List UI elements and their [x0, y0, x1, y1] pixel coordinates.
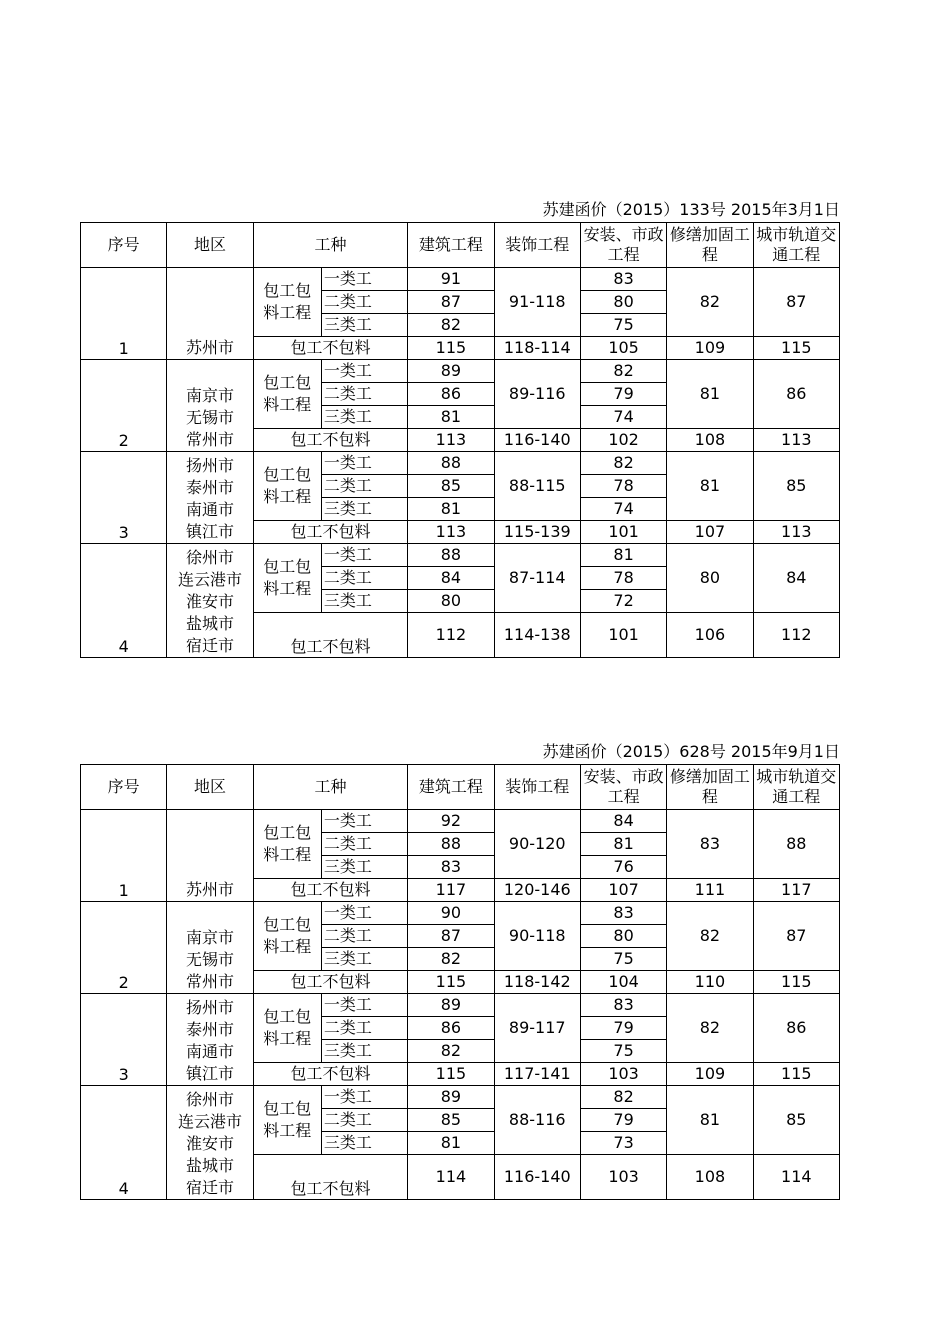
- install-value: 80: [580, 291, 666, 314]
- install-value: 82: [580, 452, 666, 475]
- city-name: 淮安市: [185, 592, 234, 611]
- table-row: [81, 810, 840, 833]
- labor-only-repair: 107: [667, 521, 753, 544]
- building-value: 89: [408, 994, 494, 1017]
- col-header-work-type: 工种: [253, 223, 408, 268]
- package-label-line: 包工包: [263, 823, 312, 842]
- labor-only-decoration: 114-138: [494, 613, 580, 658]
- labor-only-rail: 115: [753, 337, 839, 360]
- col-header-building: 建筑工程: [408, 223, 494, 268]
- col-header-decoration: 装饰工程: [494, 223, 580, 268]
- col-header-region: 地区: [167, 765, 253, 810]
- document-reference: 苏建函价（2015）133号 2015年3月1日: [542, 200, 840, 219]
- labor-only-install: 107: [580, 879, 666, 902]
- install-value: 78: [580, 567, 666, 590]
- rail-value: 86: [753, 360, 839, 429]
- rail-value: 87: [753, 902, 839, 971]
- building-value: 92: [408, 810, 494, 833]
- city-name: 南京市: [185, 386, 234, 405]
- labor-only-rail: 113: [753, 429, 839, 452]
- building-value: 87: [408, 925, 494, 948]
- labor-only-install: 102: [580, 429, 666, 452]
- city-name: 南通市: [185, 500, 234, 519]
- region-cities: [167, 994, 253, 1086]
- labor-only-rail: 112: [753, 613, 839, 658]
- city-name: 徐州市: [185, 1090, 234, 1109]
- labor-only-install: 105: [580, 337, 666, 360]
- rail-value: 85: [753, 452, 839, 521]
- building-value: 87: [408, 291, 494, 314]
- labor-only-label: 包工不包料: [253, 521, 408, 544]
- city-name: 泰州市: [185, 1020, 234, 1039]
- install-value: 76: [580, 856, 666, 879]
- package-label: [253, 994, 321, 1063]
- labor-type: 二类工: [321, 1109, 407, 1132]
- labor-only-decoration: 115-139: [494, 521, 580, 544]
- install-value: 79: [580, 1109, 666, 1132]
- col-header-building: 建筑工程: [408, 765, 494, 810]
- package-label-line: 料工程: [263, 1121, 312, 1140]
- building-value: 91: [408, 268, 494, 291]
- labor-only-building: 117: [408, 879, 494, 902]
- col-header-region: 地区: [167, 223, 253, 268]
- city-name: 宿迁市: [185, 636, 234, 655]
- install-value: 82: [580, 360, 666, 383]
- package-label-line: 包工包: [263, 465, 312, 484]
- building-value: 82: [408, 314, 494, 337]
- repair-value: 82: [667, 268, 753, 337]
- col-header-work-type: 工种: [253, 765, 408, 810]
- package-label-line: 料工程: [263, 487, 312, 506]
- decoration-value: 88-115: [494, 452, 580, 521]
- package-label: [253, 1086, 321, 1155]
- rail-value: 87: [753, 268, 839, 337]
- decoration-value: 88-116: [494, 1086, 580, 1155]
- col-header-install: 安装、市政工程: [580, 765, 666, 810]
- decoration-value: 90-118: [494, 902, 580, 971]
- labor-type: 一类工: [321, 994, 407, 1017]
- package-label-line: 包工包: [263, 1007, 312, 1026]
- repair-value: 81: [667, 452, 753, 521]
- labor-only-label: 包工不包料: [253, 971, 408, 994]
- wage-table: [80, 222, 840, 658]
- wage-table: [80, 764, 840, 1200]
- region-cities: [167, 360, 253, 452]
- package-label-line: 包工包: [263, 373, 312, 392]
- city-name: 徐州市: [185, 548, 234, 567]
- city-name: 常州市: [185, 430, 234, 449]
- building-value: 86: [408, 383, 494, 406]
- repair-value: 82: [667, 902, 753, 971]
- package-label-line: 包工包: [263, 1099, 312, 1118]
- install-value: 73: [580, 1132, 666, 1155]
- region-number: 1: [81, 268, 167, 360]
- region-number: 4: [81, 544, 167, 658]
- labor-only-rail: 114: [753, 1155, 839, 1200]
- region-number: 4: [81, 1086, 167, 1200]
- decoration-value: 89-116: [494, 360, 580, 429]
- col-header-no: 序号: [81, 223, 167, 268]
- package-label: [253, 360, 321, 429]
- labor-only-repair: 108: [667, 1155, 753, 1200]
- package-label-line: 料工程: [263, 579, 312, 598]
- region-cities: [167, 902, 253, 994]
- rail-value: 84: [753, 544, 839, 613]
- labor-only-install: 103: [580, 1063, 666, 1086]
- labor-type: 一类工: [321, 268, 407, 291]
- package-label-line: 料工程: [263, 395, 312, 414]
- region-number: 3: [81, 994, 167, 1086]
- table-row: [81, 360, 840, 383]
- package-label-line: 料工程: [263, 1029, 312, 1048]
- labor-type: 二类工: [321, 833, 407, 856]
- region-number: 2: [81, 902, 167, 994]
- col-header-install: 安装、市政工程: [580, 223, 666, 268]
- labor-only-building: 115: [408, 971, 494, 994]
- labor-type: 二类工: [321, 291, 407, 314]
- repair-value: 81: [667, 360, 753, 429]
- install-value: 79: [580, 383, 666, 406]
- package-label-line: 包工包: [263, 281, 312, 300]
- document-reference: 苏建函价（2015）628号 2015年9月1日: [542, 742, 840, 761]
- building-value: 88: [408, 452, 494, 475]
- city-name: 扬州市: [185, 998, 234, 1017]
- labor-type: 二类工: [321, 475, 407, 498]
- labor-type: 三类工: [321, 590, 407, 613]
- city-name: 苏州市: [185, 880, 234, 899]
- install-value: 74: [580, 498, 666, 521]
- city-name: 连云港市: [177, 1112, 242, 1131]
- install-value: 72: [580, 590, 666, 613]
- labor-only-repair: 108: [667, 429, 753, 452]
- city-name: 淮安市: [185, 1134, 234, 1153]
- decoration-value: 91-118: [494, 268, 580, 337]
- labor-only-building: 114: [408, 1155, 494, 1200]
- building-value: 81: [408, 498, 494, 521]
- install-value: 83: [580, 268, 666, 291]
- install-value: 82: [580, 1086, 666, 1109]
- table-row: [81, 544, 840, 567]
- city-name: 连云港市: [177, 570, 242, 589]
- rail-value: 86: [753, 994, 839, 1063]
- repair-value: 83: [667, 810, 753, 879]
- building-value: 88: [408, 833, 494, 856]
- region-number: 1: [81, 810, 167, 902]
- labor-only-rail: 113: [753, 521, 839, 544]
- building-value: 82: [408, 948, 494, 971]
- package-label-line: 料工程: [263, 845, 312, 864]
- install-value: 79: [580, 1017, 666, 1040]
- package-label: [253, 902, 321, 971]
- install-value: 78: [580, 475, 666, 498]
- building-value: 80: [408, 590, 494, 613]
- labor-only-repair: 111: [667, 879, 753, 902]
- package-label-line: 包工包: [263, 557, 312, 576]
- building-value: 83: [408, 856, 494, 879]
- labor-type: 一类工: [321, 544, 407, 567]
- package-label: [253, 452, 321, 521]
- repair-value: 81: [667, 1086, 753, 1155]
- building-value: 89: [408, 360, 494, 383]
- table-row: [81, 268, 840, 291]
- labor-type: 一类工: [321, 452, 407, 475]
- region-number: 2: [81, 360, 167, 452]
- labor-only-decoration: 120-146: [494, 879, 580, 902]
- labor-type: 二类工: [321, 1017, 407, 1040]
- install-value: 80: [580, 925, 666, 948]
- labor-type: 一类工: [321, 1086, 407, 1109]
- col-header-decoration: 装饰工程: [494, 765, 580, 810]
- install-value: 75: [580, 314, 666, 337]
- package-label: [253, 268, 321, 337]
- package-label-line: 包工包: [263, 915, 312, 934]
- city-name: 泰州市: [185, 478, 234, 497]
- repair-value: 82: [667, 994, 753, 1063]
- labor-only-label: 包工不包料: [253, 337, 408, 360]
- labor-only-install: 101: [580, 613, 666, 658]
- install-value: 83: [580, 994, 666, 1017]
- table-row: [81, 902, 840, 925]
- install-value: 81: [580, 833, 666, 856]
- labor-type: 一类工: [321, 810, 407, 833]
- labor-only-building: 113: [408, 429, 494, 452]
- col-header-repair: 修缮加固工程: [667, 765, 753, 810]
- city-name: 常州市: [185, 972, 234, 991]
- labor-only-rail: 115: [753, 1063, 839, 1086]
- labor-type: 三类工: [321, 948, 407, 971]
- city-name: 镇江市: [185, 522, 234, 541]
- city-name: 扬州市: [185, 456, 234, 475]
- labor-type: 三类工: [321, 1040, 407, 1063]
- labor-only-label: 包工不包料: [253, 1155, 408, 1200]
- repair-value: 80: [667, 544, 753, 613]
- labor-only-label: 包工不包料: [253, 429, 408, 452]
- labor-type: 三类工: [321, 498, 407, 521]
- labor-only-install: 101: [580, 521, 666, 544]
- table-row: [81, 452, 840, 475]
- install-value: 75: [580, 948, 666, 971]
- labor-only-install: 103: [580, 1155, 666, 1200]
- labor-type: 三类工: [321, 1132, 407, 1155]
- building-value: 81: [408, 1132, 494, 1155]
- labor-only-decoration: 116-140: [494, 429, 580, 452]
- labor-type: 三类工: [321, 856, 407, 879]
- region-cities: [167, 268, 253, 360]
- building-value: 81: [408, 406, 494, 429]
- install-value: 83: [580, 902, 666, 925]
- col-header-no: 序号: [81, 765, 167, 810]
- install-value: 84: [580, 810, 666, 833]
- labor-only-repair: 110: [667, 971, 753, 994]
- labor-only-rail: 117: [753, 879, 839, 902]
- install-value: 75: [580, 1040, 666, 1063]
- labor-only-label: 包工不包料: [253, 879, 408, 902]
- region-cities: [167, 810, 253, 902]
- header-row: [81, 223, 840, 268]
- building-value: 85: [408, 475, 494, 498]
- labor-only-install: 104: [580, 971, 666, 994]
- labor-only-rail: 115: [753, 971, 839, 994]
- rail-value: 88: [753, 810, 839, 879]
- labor-only-decoration: 118-142: [494, 971, 580, 994]
- labor-type: 二类工: [321, 383, 407, 406]
- labor-only-label: 包工不包料: [253, 1063, 408, 1086]
- labor-type: 一类工: [321, 902, 407, 925]
- city-name: 无锡市: [185, 408, 234, 427]
- package-label-line: 料工程: [263, 303, 312, 322]
- region-number: 3: [81, 452, 167, 544]
- building-value: 90: [408, 902, 494, 925]
- labor-only-label: 包工不包料: [253, 613, 408, 658]
- building-value: 88: [408, 544, 494, 567]
- building-value: 82: [408, 1040, 494, 1063]
- package-label: [253, 810, 321, 879]
- region-cities: [167, 1086, 253, 1200]
- region-cities: [167, 452, 253, 544]
- package-label-line: 料工程: [263, 937, 312, 956]
- col-header-repair: 修缮加固工程: [667, 223, 753, 268]
- decoration-value: 89-117: [494, 994, 580, 1063]
- building-value: 86: [408, 1017, 494, 1040]
- city-name: 盐城市: [185, 614, 234, 633]
- city-name: 镇江市: [185, 1064, 234, 1083]
- labor-type: 二类工: [321, 925, 407, 948]
- package-label: [253, 544, 321, 613]
- labor-only-decoration: 118-114: [494, 337, 580, 360]
- table-row: [81, 994, 840, 1017]
- building-value: 89: [408, 1086, 494, 1109]
- city-name: 南通市: [185, 1042, 234, 1061]
- region-cities: [167, 544, 253, 658]
- labor-only-repair: 109: [667, 1063, 753, 1086]
- header-row: [81, 765, 840, 810]
- decoration-value: 87-114: [494, 544, 580, 613]
- labor-only-building: 112: [408, 613, 494, 658]
- building-value: 84: [408, 567, 494, 590]
- labor-type: 三类工: [321, 406, 407, 429]
- labor-only-building: 115: [408, 337, 494, 360]
- table-row: [81, 1086, 840, 1109]
- labor-type: 三类工: [321, 314, 407, 337]
- labor-type: 二类工: [321, 567, 407, 590]
- labor-only-decoration: 116-140: [494, 1155, 580, 1200]
- building-value: 85: [408, 1109, 494, 1132]
- city-name: 盐城市: [185, 1156, 234, 1175]
- city-name: 南京市: [185, 928, 234, 947]
- labor-only-repair: 109: [667, 337, 753, 360]
- labor-only-decoration: 117-141: [494, 1063, 580, 1086]
- install-value: 74: [580, 406, 666, 429]
- col-header-rail: 城市轨道交通工程: [753, 223, 839, 268]
- install-value: 81: [580, 544, 666, 567]
- labor-only-building: 115: [408, 1063, 494, 1086]
- labor-only-building: 113: [408, 521, 494, 544]
- decoration-value: 90-120: [494, 810, 580, 879]
- labor-only-repair: 106: [667, 613, 753, 658]
- labor-type: 一类工: [321, 360, 407, 383]
- col-header-rail: 城市轨道交通工程: [753, 765, 839, 810]
- city-name: 无锡市: [185, 950, 234, 969]
- city-name: 苏州市: [185, 338, 234, 357]
- city-name: 宿迁市: [185, 1178, 234, 1197]
- rail-value: 85: [753, 1086, 839, 1155]
